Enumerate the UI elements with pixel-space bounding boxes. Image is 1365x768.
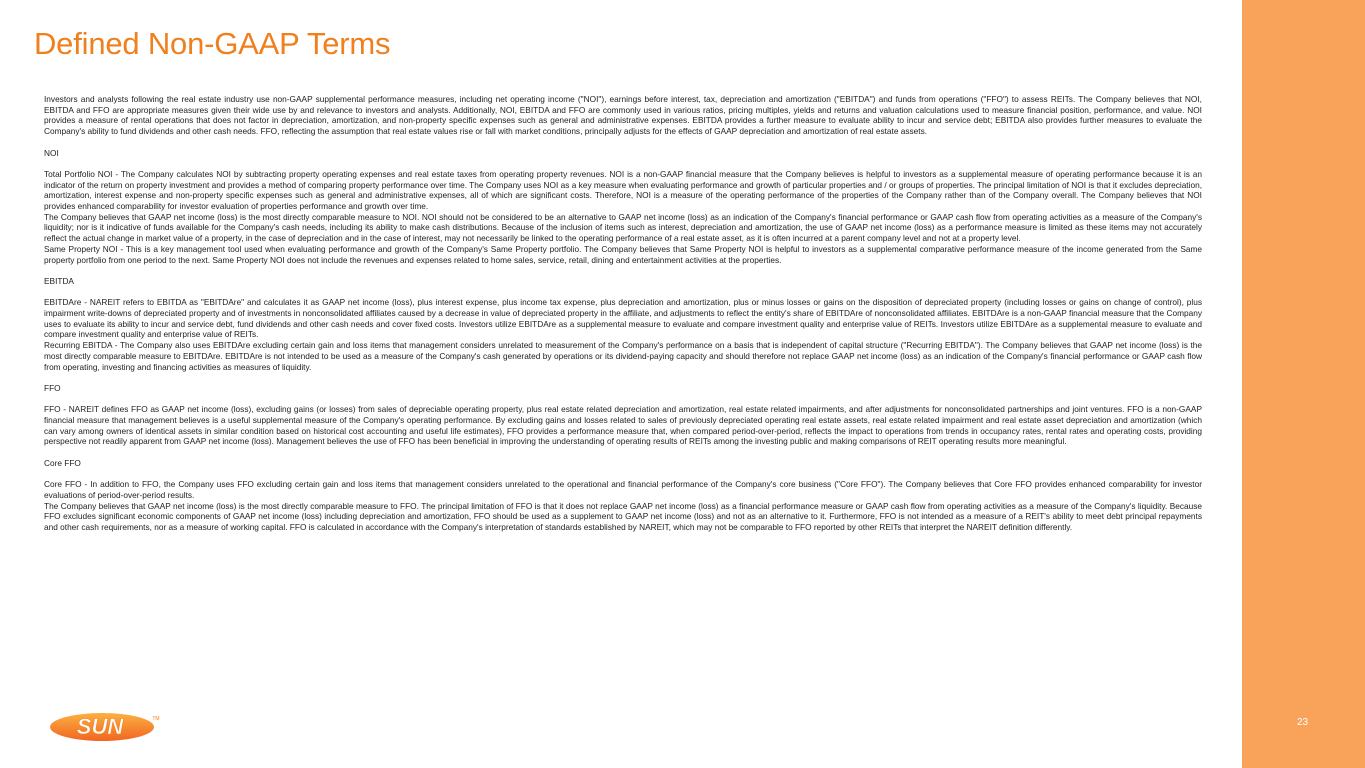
ebitda-heading: EBITDA: [44, 275, 74, 286]
logo-text: SUN: [76, 714, 124, 739]
definitions-body: [44, 94, 1202, 533]
spacer: [44, 287, 1202, 298]
spacer: [44, 265, 1202, 276]
logo-trademark: TM: [152, 716, 160, 722]
side-accent-bar: [1242, 0, 1365, 768]
noi-total-portfolio-paragraph: Total Portfolio NOI - The Company calculates NOI by subtracting property operating expenses and real estate taxes from operating property revenues. NOI is a non-GAAP financial measure that the Company believes is helpful to investors as a supplemental measure of operating performance because it is an indicator of the return on property investment and provides a method of comparing property performance over time. The Company uses NOI as a key measure when evaluating performance and growth of particular properties and / or groups of properties. The principal limitation of NOI is that it excludes depreciation, amortization, interest expense and non-property specific expenses such as general and administrative expenses, all of which are significant costs. Therefore, NOI is a measure of the operating performance of the properties of the Company rather than of the Company overall. The Company believes that NOI provides enhanced comparability for investor evaluation of properties performance and growth over time.: [44, 168, 1202, 211]
core-ffo-comparable-paragraph: The Company believes that GAAP net income (loss) is the most directly comparable measure to FFO. The principal limitation of FFO is that it does not replace GAAP net income (loss) as a financial performance measure or GAAP cash flow from operating activities as a measure of the Company's liquidity. Because FFO excludes significant economic components of GAAP net income (loss) including depreciation and amortization, FFO should be used as a supplement to GAAP net income (loss) and not as an alternative to it. Furthermore, FFO is not intended as a measure of a REIT's ability to meet debt principal repayments and other cash requirements, nor as a measure of working capital. FFO is calculated in accordance with the Company's interpretation of standards established by NAREIT, which may not be comparable to FFO reported by other REITs that interpret the NAREIT definition differently.: [44, 500, 1202, 532]
spacer: [44, 394, 1202, 405]
spacer: [44, 158, 1202, 169]
page-title: Defined Non-GAAP Terms: [34, 26, 391, 61]
noi-same-property-paragraph: Same Property NOI - This is a key management tool used when evaluating performance and growth of the Company's Same Property portfolio. The Company believes that Same Property NOI is helpful to investors as a supplemental comparative performance measure of the income generated from the Same property portfolio from one period to the next. Same Property NOI does not include the revenues and expenses related to home sales, service, retail, dining and entertainment activities at the properties.: [44, 243, 1202, 265]
sun-logo: [50, 710, 162, 744]
core-ffo-heading: Core FFO: [44, 457, 81, 468]
spacer: [44, 447, 1202, 458]
noi-comparable-paragraph: The Company believes that GAAP net income (loss) is the most directly comparable measure to NOI. NOI should not be considered to be an alternative to GAAP net income (loss) as an indication of the Company's financial performance or GAAP cash flow from operating activities as a measure of the Company's liquidity; nor is it indicative of funds available for the Company's cash needs, including its ability to make cash distributions. Because of the inclusion of items such as interest, depreciation and amortization, the use of GAAP net income (loss) as a performance measure is limited as these items may not accurately reflect the actual change in market value of a property, in the case of depreciation and in the case of interest, may not necessarily be linked to the operating performance of a real estate asset, as it is often incurred at a parent company level and not at a property level.: [44, 211, 1202, 244]
spacer: [44, 137, 1202, 148]
spacer: [44, 469, 1202, 480]
core-ffo-paragraph: Core FFO - In addition to FFO, the Company uses FFO excluding certain gain and loss items that management considers unrelated to the operational and financial performance of the Company's core business ("Core FFO"). The Company believes that Core FFO provides enhanced comparability for investor evaluations of period-over-period results.: [44, 479, 1202, 500]
ebitdare-paragraph: EBITDAre - NAREIT refers to EBITDA as "EBITDAre" and calculates it as GAAP net income (loss), plus interest expense, plus income tax expense, plus depreciation and amortization, plus or minus losses or gains on the disposition of depreciated property (including losses or gains on change of control), plus impairment write-downs of depreciated property and of investments in nonconsolidated affiliates caused by a decrease in value of depreciated property in the affiliate, and adjustments to reflect the entity's share of EBITDAre of nonconsolidated affiliates. EBITDAre is a non-GAAP financial measure that the Company uses to evaluate its ability to incur and service debt, fund dividends and other cash needs and cover fixed costs. Investors utilize EBITDAre as a supplemental measure to evaluate and compare investment quality and enterprise value of REITs. Investors utilize EBITDAre as a supplemental measure to evaluate and compare investment quality and enterprise value of REITs.: [44, 297, 1202, 340]
recurring-ebitda-paragraph: Recurring EBITDA - The Company also uses EBITDAre excluding certain gain and loss items that management considers unrelated to measurement of the Company's performance on a basis that is independent of capital structure ("Recurring EBITDA"). The Company believes that GAAP net income (loss) is the most directly comparable measure to EBITDAre. EBITDAre is not intended to be used as a measure of the Company's cash generated by operations or its dividend-paying capacity and should therefore not replace GAAP net income (loss) as an indication of the Company's financial performance or GAAP cash flow from operating, investing and financing activities as measures of liquidity.: [44, 340, 1202, 372]
page-number: 23: [1297, 717, 1309, 728]
noi-heading: NOI: [44, 147, 59, 158]
spacer: [44, 372, 1202, 383]
ffo-paragraph: FFO - NAREIT defines FFO as GAAP net income (loss), excluding gains (or losses) from sales of depreciable operating property, plus real estate related depreciation and amortization, real estate related impairments, and after adjustments for nonconsolidated partnerships and joint ventures. FFO is a non-GAAP financial measure that management believes is a useful supplemental measure of the Company's operating performance. By excluding gains and losses related to sales of previously depreciated operating real estate assets, real estate related impairment and real estate asset depreciation and amortization (which can vary among owners of identical assets in similar condition based on historical cost accounting and useful life estimates), FFO provides a performance measure that, when compared period-over-period, reflects the impact to operations from trends in occupancy rates, rental rates and operating costs, providing perspective not readily apparent from GAAP net income (loss). Management believes the use of FFO has been beneficial in improving the understanding of operating results of REITs among the investing public and making comparisons of REIT operating results more meaningful.: [44, 404, 1202, 447]
ffo-heading: FFO: [44, 382, 61, 393]
intro-paragraph: Investors and analysts following the real estate industry use non-GAAP supplemental performance measures, including net operating income ("NOI"), earnings before interest, tax, depreciation and amortization ("EBITDA") and funds from operations ("FFO") to assess REITs. The Company believes that NOI, EBITDA and FFO are appropriate measures given their wide use by and relevance to investors and analysts. Additionally, NOI, EBITDA and FFO are commonly used in various ratios, pricing multiples, yields and returns and valuation calculations used to measure financial position, performance, and value. NOI provides a measure of rental operations that does not factor in depreciation, amortization, and non-property specific expenses such as general and administrative expenses. EBITDA provides a further measure to evaluate ability to incur and service debt; EBITDA also provides further measures to evaluate the Company's ability to fund dividends and other cash needs. FFO, reflecting the assumption that real estate values rise or fall with market conditions, principally adjusts for the effects of GAAP depreciation and amortization of real estate assets.: [44, 94, 1202, 137]
